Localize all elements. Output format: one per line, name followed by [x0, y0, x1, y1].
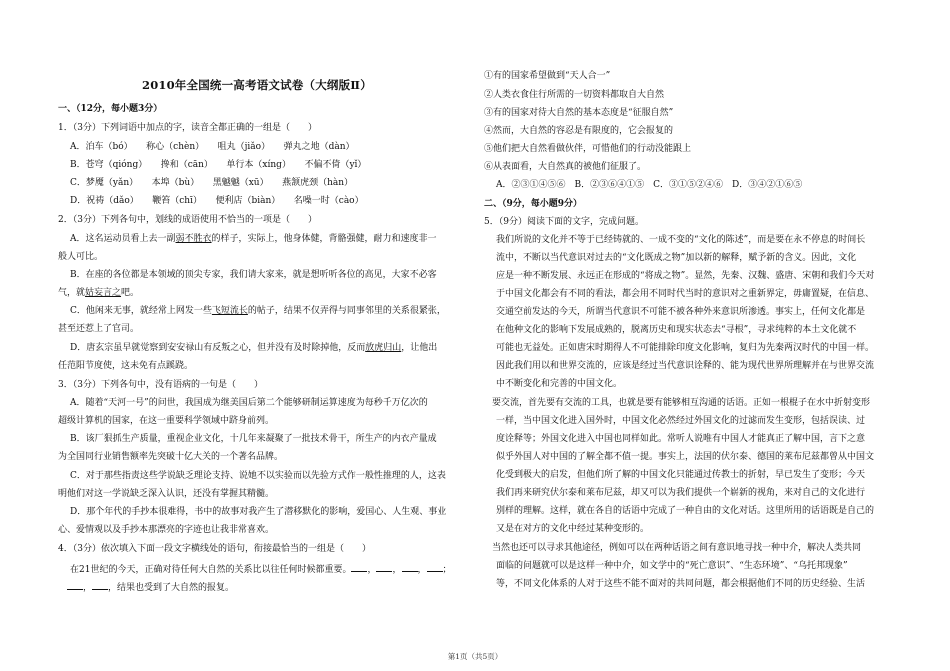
- q2-underlined-idiom-c: 飞短流长: [211, 306, 248, 316]
- page-footer: 第1页（共5页）: [447, 652, 503, 661]
- passage-line: 流中，不断以当代意识对过去的“文化既成之物”加以新的解释，赋予新的含义。因此，文化: [496, 253, 857, 263]
- q2-option-b-line2: 气，就姑妄言之吧。: [58, 288, 140, 298]
- passage-line: 应是一种不断发展、永远正在形成的“将成之物”。显然，先秦、汉魏、盛唐、宋朝和我们今天对: [496, 271, 875, 281]
- q4-answer-options: A．②③①④⑤⑥ B．②③⑥④①⑤ C．③①⑤②④⑥ D．③④②①⑥⑤: [496, 180, 803, 190]
- q2-option-d-line2: 任范阳节度使，这未免有点蹊跷。: [58, 361, 194, 371]
- q2-option-a-line2: 般人可比。: [58, 252, 104, 262]
- q4-statement-4: ④然而，大自然的容忍是有限度的，它会报复的: [484, 126, 674, 136]
- q2-option-c-line1: C．他闲来无事，就经常上网发一些飞短流长的帖子，结果不仅弄得与同事邻里的关系很紧张，: [70, 306, 446, 316]
- q3-option-c-line1: C．对于那些指责这些学说缺乏理论支持、说她不以实验而以先验方式作一般性推理的人，这表: [70, 471, 446, 481]
- q2-underlined-idiom-d: 放虎归山: [365, 343, 402, 353]
- q2-option-d-line1: D．唐玄宗虽早就觉察到安安禄山有反叛之心，但并没有及时除掉他，反而放虎归山，让他出: [70, 343, 438, 353]
- section-1-heading: 一、（12分，每小题3分）: [58, 104, 163, 114]
- q3-option-c-line2: 明他们对这一学说缺乏深入认识，还没有掌握其精髓。: [58, 489, 275, 499]
- passage-line: 一样，当中国文化进入国外时，中国文化必然经过外国文化的过滤而发生变形，包括误读、过: [496, 416, 866, 426]
- q1-option-b: B．苍穹（qióng） 搀和（cān） 单行本（xíng） 不偏不倚（yǐ）: [70, 160, 367, 170]
- q3-option-b-line2: 为全国同行业销售额率先突破十亿大关的一个著名品牌。: [58, 452, 284, 462]
- q1-option-c: C．梦魇（yǎn） 本埠（bù） 黑魆魆（xū） 燕颔虎颈（hàn）: [70, 178, 354, 188]
- q3-option-d-line1: D．那个年代的手抄本很难得，书中的故事对我产生了潜移默化的影响，爱国心、人生观、事业: [70, 507, 447, 517]
- q4-stem: 4．（3分）依次填入下面一段文字横线处的语句，衔接最恰当的一组是（ ）: [58, 544, 371, 554]
- q1-stem: 1．（3分）下列词语中加点的字，读音全都正确的一组是（ ）: [58, 123, 317, 133]
- q4-text-line1: 在21世纪的今天，正确对待任何大自然的关系比以往任何时候都重要。 ， ， ， ；: [70, 562, 452, 576]
- passage-line: 因此我们用以和世界交流的，应该是经过当代意识诠释的、能为现代世界所理解并在与世界交流: [496, 361, 875, 371]
- q3-option-d-line2: 心、爱情观以及手抄本那漂亮的字迹也让我非常喜欢。: [58, 525, 275, 535]
- q3-option-a-line1: A．随着“天河一号”的问世，我国成为继美国后第二个能够研制运算速度为每秒千万亿次的: [70, 398, 428, 408]
- q3-option-b-line1: B．该厂狠抓生产质量，重视企业文化，十几年来凝聚了一批技术骨干，所生产的内衣产量成: [70, 434, 437, 444]
- q3-stem: 3．（3分）下列各句中，没有语病的一句是（ ）: [58, 380, 263, 390]
- passage-line: 我们再来研究伏尔泰和莱布尼兹，却又可以为我们提供一个崭新的视角，来对自己的文化进行: [496, 488, 866, 498]
- passage-line: 度诠释等；外国文化进入中国也同样如此。常听人说唯有中国人才能真正了解中国，言下之意: [496, 434, 866, 444]
- q4-statement-5: ⑤他们把大自然看做伙伴，可惜他们的行动没能跟上: [484, 144, 692, 154]
- page-title: 2010年全国统一高考语文试卷（大纲版Ⅱ）: [142, 78, 372, 92]
- q4-statement-3: ③有的国家对待大自然的基本态度是“征服自然”: [484, 108, 674, 118]
- q4-statement-6: ⑥从表面看，大自然真的被他们征服了。: [484, 162, 647, 172]
- q2-underlined-idiom-a: 弱不胜衣: [175, 234, 212, 244]
- passage-line: 我们所说的文化并不等于已经铸就的、一成不变的“文化的陈述”，而是要在永不停息的时间长: [496, 235, 866, 245]
- q1-option-a: A．泊车（bó） 称心（chèn） 咀丸（jiǎo） 弹丸之地（dàn）: [70, 142, 355, 152]
- passage-line: 等，不同文化体系的人对于这些不能不面对的共同问题，都会根据他们不同的历史经验、生活: [496, 579, 866, 589]
- passage-line: 可能也无益处。正如唐宋时期得人不可能排除印度文化影响，复归为先秦两汉时代的中国一样。: [496, 343, 875, 353]
- passage-line: 别样的理解。这样，就在各自的话语中完成了一种自由的文化对话。这里所用的话语既是自己的: [496, 506, 875, 516]
- passage-line: 似乎外国人对中国的了解全都不值一提。事实上，法国的伏尔泰、德国的莱布尼兹都曾从中国文: [496, 452, 875, 462]
- passage-line: 当然也还可以寻求其他途径，例如可以在两种话语之间有意识地寻找一种中介，解决人类共同: [492, 543, 862, 553]
- q2-option-a-line1: A．这名运动员看上去一副弱不胜衣的样子，实际上，他身体健，背骼强健，耐力和速度非一: [70, 234, 437, 244]
- q2-underlined-idiom-b: 姑妄言之: [85, 288, 122, 298]
- passage-line: 又是在对方的文化中经过某种变形的。: [496, 524, 650, 534]
- q4-statement-1: ①有的国家希望做到“天人合一”: [484, 71, 611, 81]
- section-2-heading: 二、（9分，每小题9分）: [484, 199, 583, 209]
- fill-blank: [92, 580, 108, 590]
- q2-stem: 2．（3分）下列各句中，划线的成语使用不恰当的一项是（ ）: [58, 215, 317, 225]
- q4-statement-2: ②人类衣食住行所需的一切资料都取自大自然: [484, 90, 665, 100]
- passage-line: 化受到极大的启发，但他们所了解的中国文化只能通过传教士的折射，早已发生了变形；今天: [496, 470, 866, 480]
- passage-line: 中不断变化和完善的中国文化。: [496, 379, 623, 389]
- fill-blank: [376, 562, 392, 572]
- passage-line: 要交流，首先要有交流的工具，也就是要有能够相互沟通的话语。正如一根棍子在水中折射变形: [492, 398, 871, 408]
- q1-option-d: D．祝祷（dǎo） 鞭笞（chī） 便利店（biàn） 名噪一时（cào）: [70, 196, 364, 206]
- fill-blank: [402, 562, 418, 572]
- passage-line: 面临的问题就可以是这样一种中介，如文学中的“死亡意识”、“生态环境”、“乌托邦现象”: [496, 561, 848, 571]
- q2-option-b-line1: B．在座的各位都是本领域的顶尖专家，我们请大家来，就是想听听各位的高见，大家不必客: [70, 270, 437, 280]
- fill-blank: [351, 562, 367, 572]
- passage-line: 在他种文化的影响下发展成熟的，脱离历史和现实状态去“寻根”，寻求纯粹的本土文化就不: [496, 325, 857, 335]
- passage-line: 交通空前发达的今天，所谓当代意识不可能不被各种外来意识所渗透。事实上，任何文化都是: [496, 307, 866, 317]
- q2-option-c-line2: 甚至还惹上了官司。: [58, 324, 140, 334]
- fill-blank: [67, 580, 83, 590]
- q4-text-line2: ， ，结果也受到了大自然的报复。: [58, 580, 234, 594]
- q5-stem: 5．（9分）阅读下面的文字，完成问题。: [484, 217, 644, 227]
- q3-option-a-line2: 超级计算机的国家，在这一重要科学领域中跻身前列。: [58, 416, 275, 426]
- passage-line: 于中国文化都会有不同的看法，都会用不同时代当时的意识对之重新界定，毋庸置疑，在信息、: [496, 289, 875, 299]
- fill-blank: [427, 562, 443, 572]
